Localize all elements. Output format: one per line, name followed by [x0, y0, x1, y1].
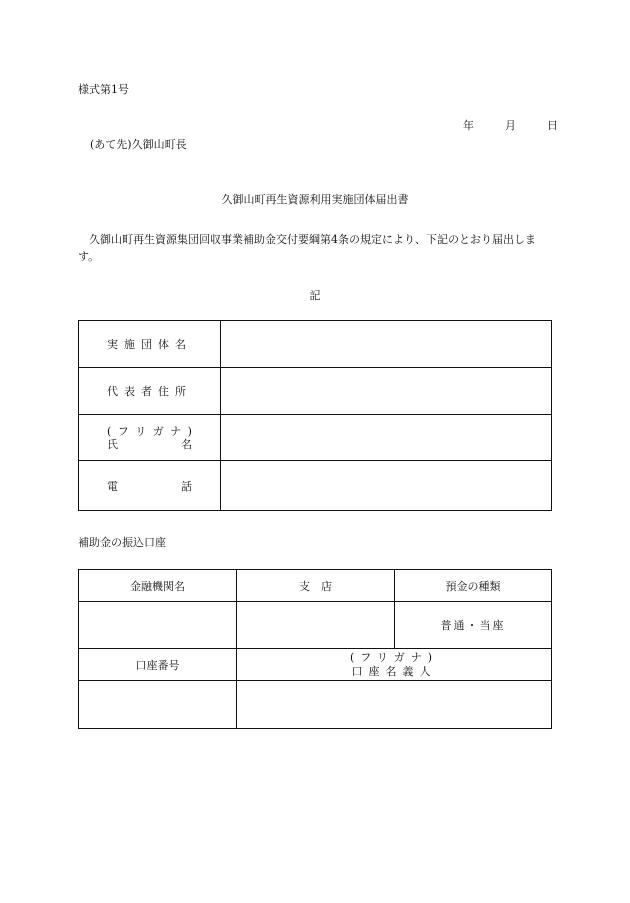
date-line	[463, 119, 558, 133]
table-row	[79, 368, 552, 415]
addressee: (あて先)久御山町長	[90, 138, 187, 151]
table-row	[79, 602, 552, 649]
bank-name-header: 金融機関名	[79, 570, 237, 602]
representative-name-label	[79, 415, 221, 461]
furigana-label: ( フ リ ガ ナ )	[107, 424, 192, 438]
bank-name-field[interactable]	[79, 602, 237, 649]
representative-name-field[interactable]	[221, 415, 552, 461]
branch-field[interactable]	[237, 602, 395, 649]
organization-table	[78, 320, 552, 511]
branch-header: 支 店	[237, 570, 395, 602]
form-number: 様式第1号	[78, 83, 129, 96]
account-type-value[interactable]: 普通・当座	[395, 602, 552, 649]
account-number-field[interactable]	[79, 681, 237, 729]
date-day-label: 日	[547, 119, 558, 132]
table-row	[79, 321, 552, 368]
table-row	[79, 570, 552, 602]
date-year-label: 年	[463, 119, 474, 132]
account-number-header: 口座番号	[79, 649, 237, 681]
representative-address-label: 代表者住所	[79, 368, 221, 415]
bank-account-table	[78, 569, 552, 729]
bank-section-label: 補助金の振込口座	[78, 536, 166, 549]
org-name-field[interactable]	[221, 321, 552, 368]
holder-furigana-label: (フリガナ)	[349, 650, 439, 664]
ki-heading: 記	[309, 289, 321, 302]
name-label: 氏 名	[107, 437, 192, 451]
table-row	[79, 681, 552, 729]
account-type-header: 預金の種類	[395, 570, 552, 602]
account-holder-field[interactable]	[237, 681, 552, 729]
representative-address-field[interactable]	[221, 368, 552, 415]
table-row	[79, 415, 552, 461]
holder-label: 口座名義人	[351, 664, 437, 678]
table-row	[79, 461, 552, 511]
phone-label: 電 話	[79, 461, 221, 511]
phone-field[interactable]	[221, 461, 552, 511]
org-name-label: 実施団体名	[79, 321, 221, 368]
table-row	[79, 649, 552, 681]
date-month-label: 月	[505, 119, 516, 132]
body-paragraph: 久御山町再生資源集団回収事業補助金交付要綱第4条の規定により、下記のとおり届出します。	[78, 233, 536, 263]
document-title: 久御山町再生資源利用実施団体届出書	[221, 193, 409, 206]
account-holder-header	[237, 649, 552, 681]
